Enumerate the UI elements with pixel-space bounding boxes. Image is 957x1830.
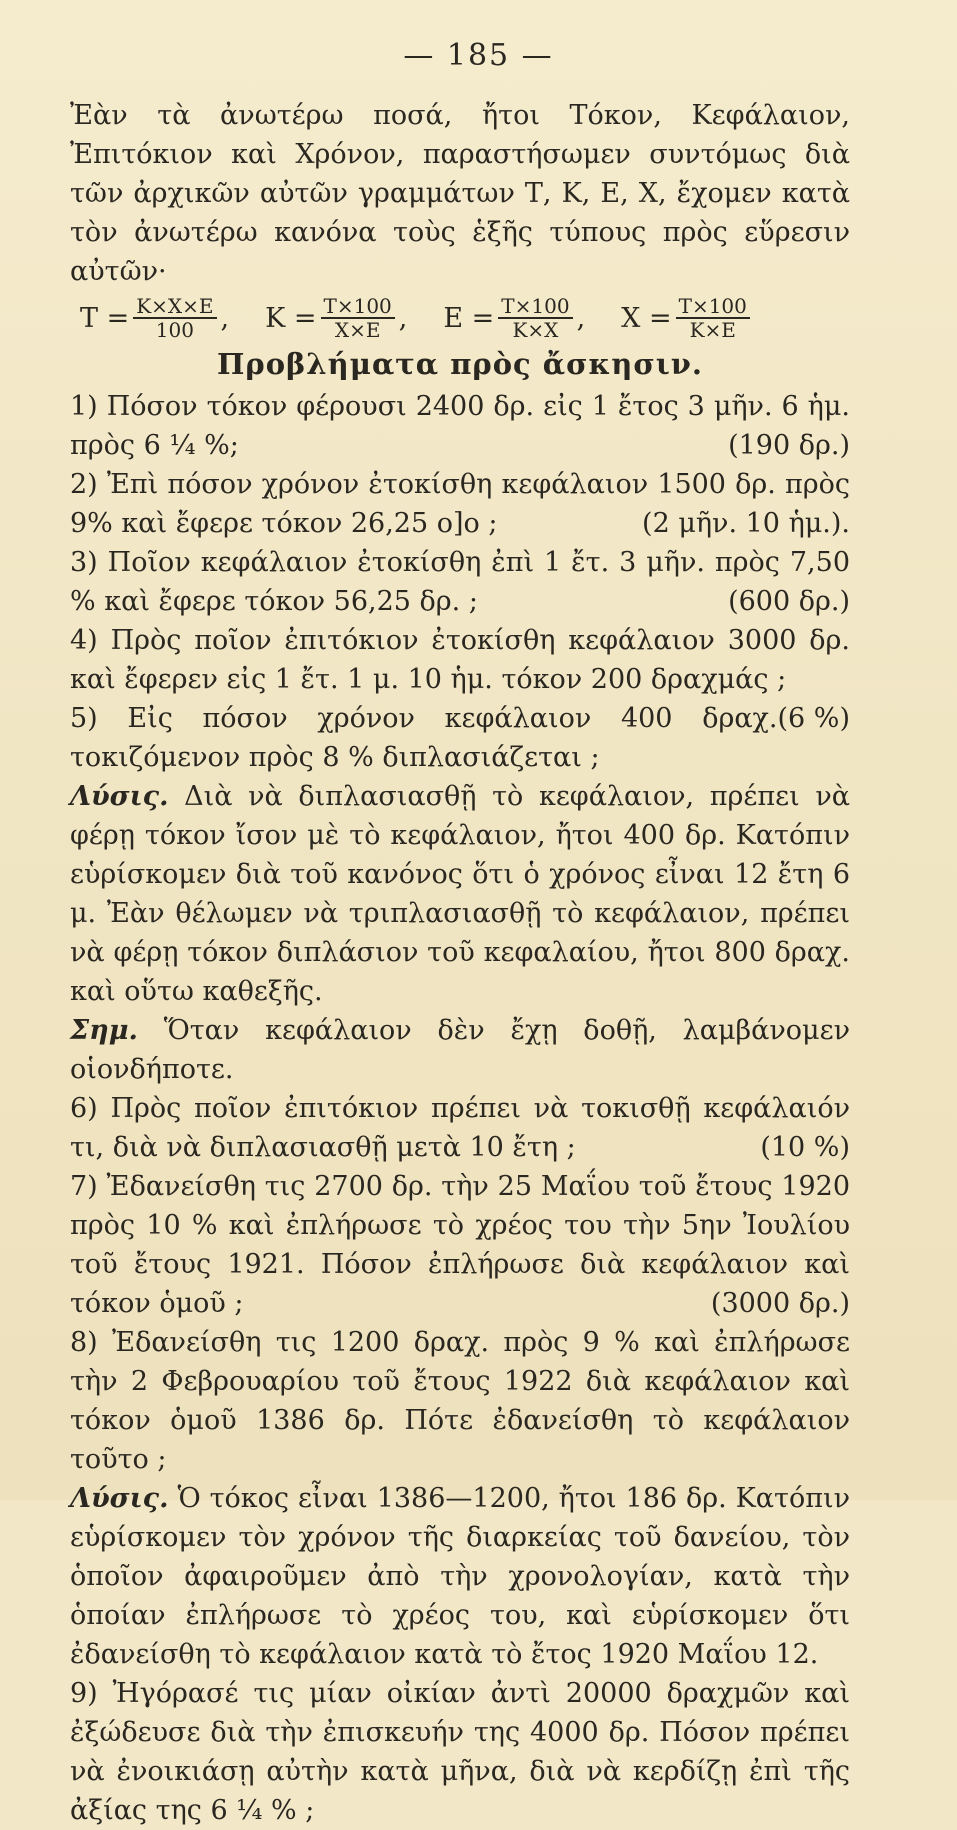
solution-2 <box>70 1479 850 1674</box>
problem-answer: (2 μῆν. 10 ἡμ.). <box>642 508 850 539</box>
formula-denominator: Χ×Ε <box>334 318 381 342</box>
problem-answer: (190 δρ.) <box>728 430 850 461</box>
formula-denominator: Κ×Ε <box>689 318 736 342</box>
formula-numerator: Τ×100 <box>498 295 572 319</box>
formula-fraction <box>498 295 572 341</box>
problem-8 <box>70 1323 850 1479</box>
intro-paragraph: Ἐὰν τὰ ἀνωτέρω ποσά, ἤτοι Τόκον, Κεφάλαιον, Ἐπιτόκιον καὶ Χρόνον, παραστήσωμεν συντόμως διὰ τῶν ἀρχικῶν αὐτῶν γραμμάτων Τ, Κ, Ε, Χ, ἔχομεν κατὰ τὸν ἀνωτέρω κανόνα τοὺς ἑξῆς τύπους πρὸς εὕρεσιν αὐτῶν· <box>70 100 850 287</box>
problem-5 <box>70 699 850 777</box>
page-body <box>70 96 850 1830</box>
formula-capital: Κ = $\frac{T\times 100}{X\times E}$ , <box>265 294 408 342</box>
formula-lhs: Τ = <box>80 302 130 334</box>
formula-lhs: Κ = <box>265 302 317 334</box>
solution-text: Διὰ νὰ διπλασιασθῇ τὸ κεφάλαιον, πρέπει νὰ φέρῃ τόκον ἴσον μὲ τὸ κεφάλαιον, ἤτοι 400 δρ. Κατόπιν εὑρίσκομεν διὰ τοῦ κανόνος ὅτι ὁ χρόνος εἶναι 12 ἔτη 6 μ. Ἐὰν θέλωμεν νὰ τριπλασιασθῇ τὸ κεφάλαιον, πρέπει νὰ φέρῃ τόκον διπλάσιον τοῦ κεφαλαίου, ἤτοι 800 δραχ. καὶ οὕτω καθεξῆς. <box>70 781 850 1007</box>
problem-answer: (6 %) <box>777 703 850 734</box>
formula-numerator: Κ×Χ×Ε <box>133 295 216 319</box>
problem-text: 6) Πρὸς ποῖον ἐπιτόκιον πρέπει νὰ τοκισθῇ κεφάλαιόν τι, διὰ νὰ διπλασιασθῇ μετὰ 10 ἔτη ; <box>70 1093 850 1163</box>
page-number: — 185 — <box>403 38 554 73</box>
formula-row <box>80 295 850 341</box>
formula-fraction <box>676 295 750 341</box>
problem-text: 5) Εἰς πόσον χρόνον κεφάλαιον 400 δραχ. τοκιζόμενον πρὸς 8 % διπλασιάζεται ; <box>70 703 778 773</box>
problem-4 <box>70 621 850 734</box>
problem-3 <box>70 543 850 621</box>
problem-answer: (10 %) <box>760 1132 850 1163</box>
note-label: Σημ. <box>70 1015 138 1046</box>
problem-text: 1) Πόσον τόκον φέρουσι 2400 δρ. εἰς 1 ἔτος 3 μῆν. 6 ἡμ. πρὸς 6 ¼ %; <box>70 391 850 461</box>
problem-6 <box>70 1089 850 1167</box>
problem-text: 4) Πρὸς ποῖον ἐπιτόκιον ἐτοκίσθη κεφάλαιον 3000 δρ. καὶ ἔφερεν εἰς 1 ἔτ. 1 μ. 10 ἡμ. τόκον 200 δραχμάς ; <box>70 625 850 695</box>
formula-time <box>621 295 750 341</box>
solution-text: Ὁ τόκος εἶναι 1386—1200, ἤτοι 186 δρ. Κατόπιν εὑρίσκομεν τὸν χρόνον τῆς διαρκείας τοῦ δανείου, τὸν ὁποῖον ἀφαιροῦμεν ἀπὸ τὴν χρονολογίαν, κατὰ τὴν ὁποίαν ἐπλήρωσε τὸ χρέος του, καὶ εὑρίσκομεν ὅτι ἐδανείσθη τὸ κεφάλαιον κατὰ τὸ ἔτος 1920 Μαΐου 12. <box>70 1483 850 1670</box>
formula-lhs: Ε = <box>443 302 495 334</box>
formula-lhs: Χ = <box>621 302 672 334</box>
problem-text: 7) Ἐδανείσθη τις 2700 δρ. τὴν 25 Μαΐου τοῦ ἔτους 1920 πρὸς 10 % καὶ ἐπλήρωσε τὸ χρέος του τὴν 5ην Ἰουλίου τοῦ ἔτους 1921. Πόσον ἐπλήρωσε διὰ κεφάλαιον καὶ τόκον ὁμοῦ ; <box>70 1171 850 1319</box>
note <box>70 1011 850 1089</box>
problem-1 <box>70 387 850 465</box>
problem-7 <box>70 1167 850 1323</box>
formula-interest: Τ = $\frac{K\times X\times E}{100}$ , <box>80 294 230 342</box>
problem-text: 8) Ἐδανείσθη τις 1200 δραχ. πρὸς 9 % καὶ ἐπλήρωσε τὴν 2 Φεβρουαρίου τοῦ ἔτους 1922 διὰ κεφάλαιον καὶ τόκον ὁμοῦ 1386 δρ. Πότε ἐδανείσθη τὸ κεφάλαιον τοῦτο ; <box>70 1327 850 1475</box>
solution-1 <box>70 777 850 1011</box>
problem-text: 2) Ἐπὶ πόσον χρόνον ἐτοκίσθη κεφάλαιον 1500 δρ. πρὸς 9% καὶ ἔφερε τόκον 26,25 ο]ο ; <box>70 469 850 539</box>
solution-label: Λύσις. <box>70 1483 169 1514</box>
formula-numerator: Τ×100 <box>676 295 750 319</box>
formula-denominator: Κ×Χ <box>512 318 559 342</box>
problem-2 <box>70 465 850 543</box>
formula-fraction <box>133 295 216 341</box>
formula-denominator: 100 <box>155 318 194 342</box>
formula-fraction <box>321 295 395 341</box>
problem-text: 3) Ποῖον κεφάλαιον ἐτοκίσθη ἐπὶ 1 ἔτ. 3 μῆν. πρὸς 7,50 % καὶ ἔφερε τόκον 56,25 δρ. ; <box>70 547 850 617</box>
formula-numerator: Τ×100 <box>321 295 395 319</box>
section-heading: Προβλήματα πρὸς ἄσκησιν. <box>217 347 703 381</box>
problem-answer: (3000 δρ.) <box>710 1288 850 1319</box>
problem-answer: (600 δρ.) <box>728 586 850 617</box>
note-text: Ὅταν κεφάλαιον δὲν ἔχῃ δοθῇ, λαμβάνομεν οἱονδήποτε. <box>70 1015 850 1085</box>
solution-label: Λύσις. <box>70 781 169 812</box>
formula-rate: Ε = $\frac{T\times 100}{K\times X}$ , <box>443 294 586 342</box>
problem-9: 9) Ἠγόρασέ τις μίαν οἰκίαν ἀντὶ 20000 δραχμῶν καὶ ἐξώδευσε διὰ τὴν ἐπισκευήν της 4000 δρ. Πόσον πρέπει νὰ ἐνοικιάσῃ αὐτὴν κατὰ μῆνα, διὰ νὰ κερδίζῃ ἐπὶ τῆς ἀξίας της 6 ¼ % ; <box>70 1678 850 1826</box>
